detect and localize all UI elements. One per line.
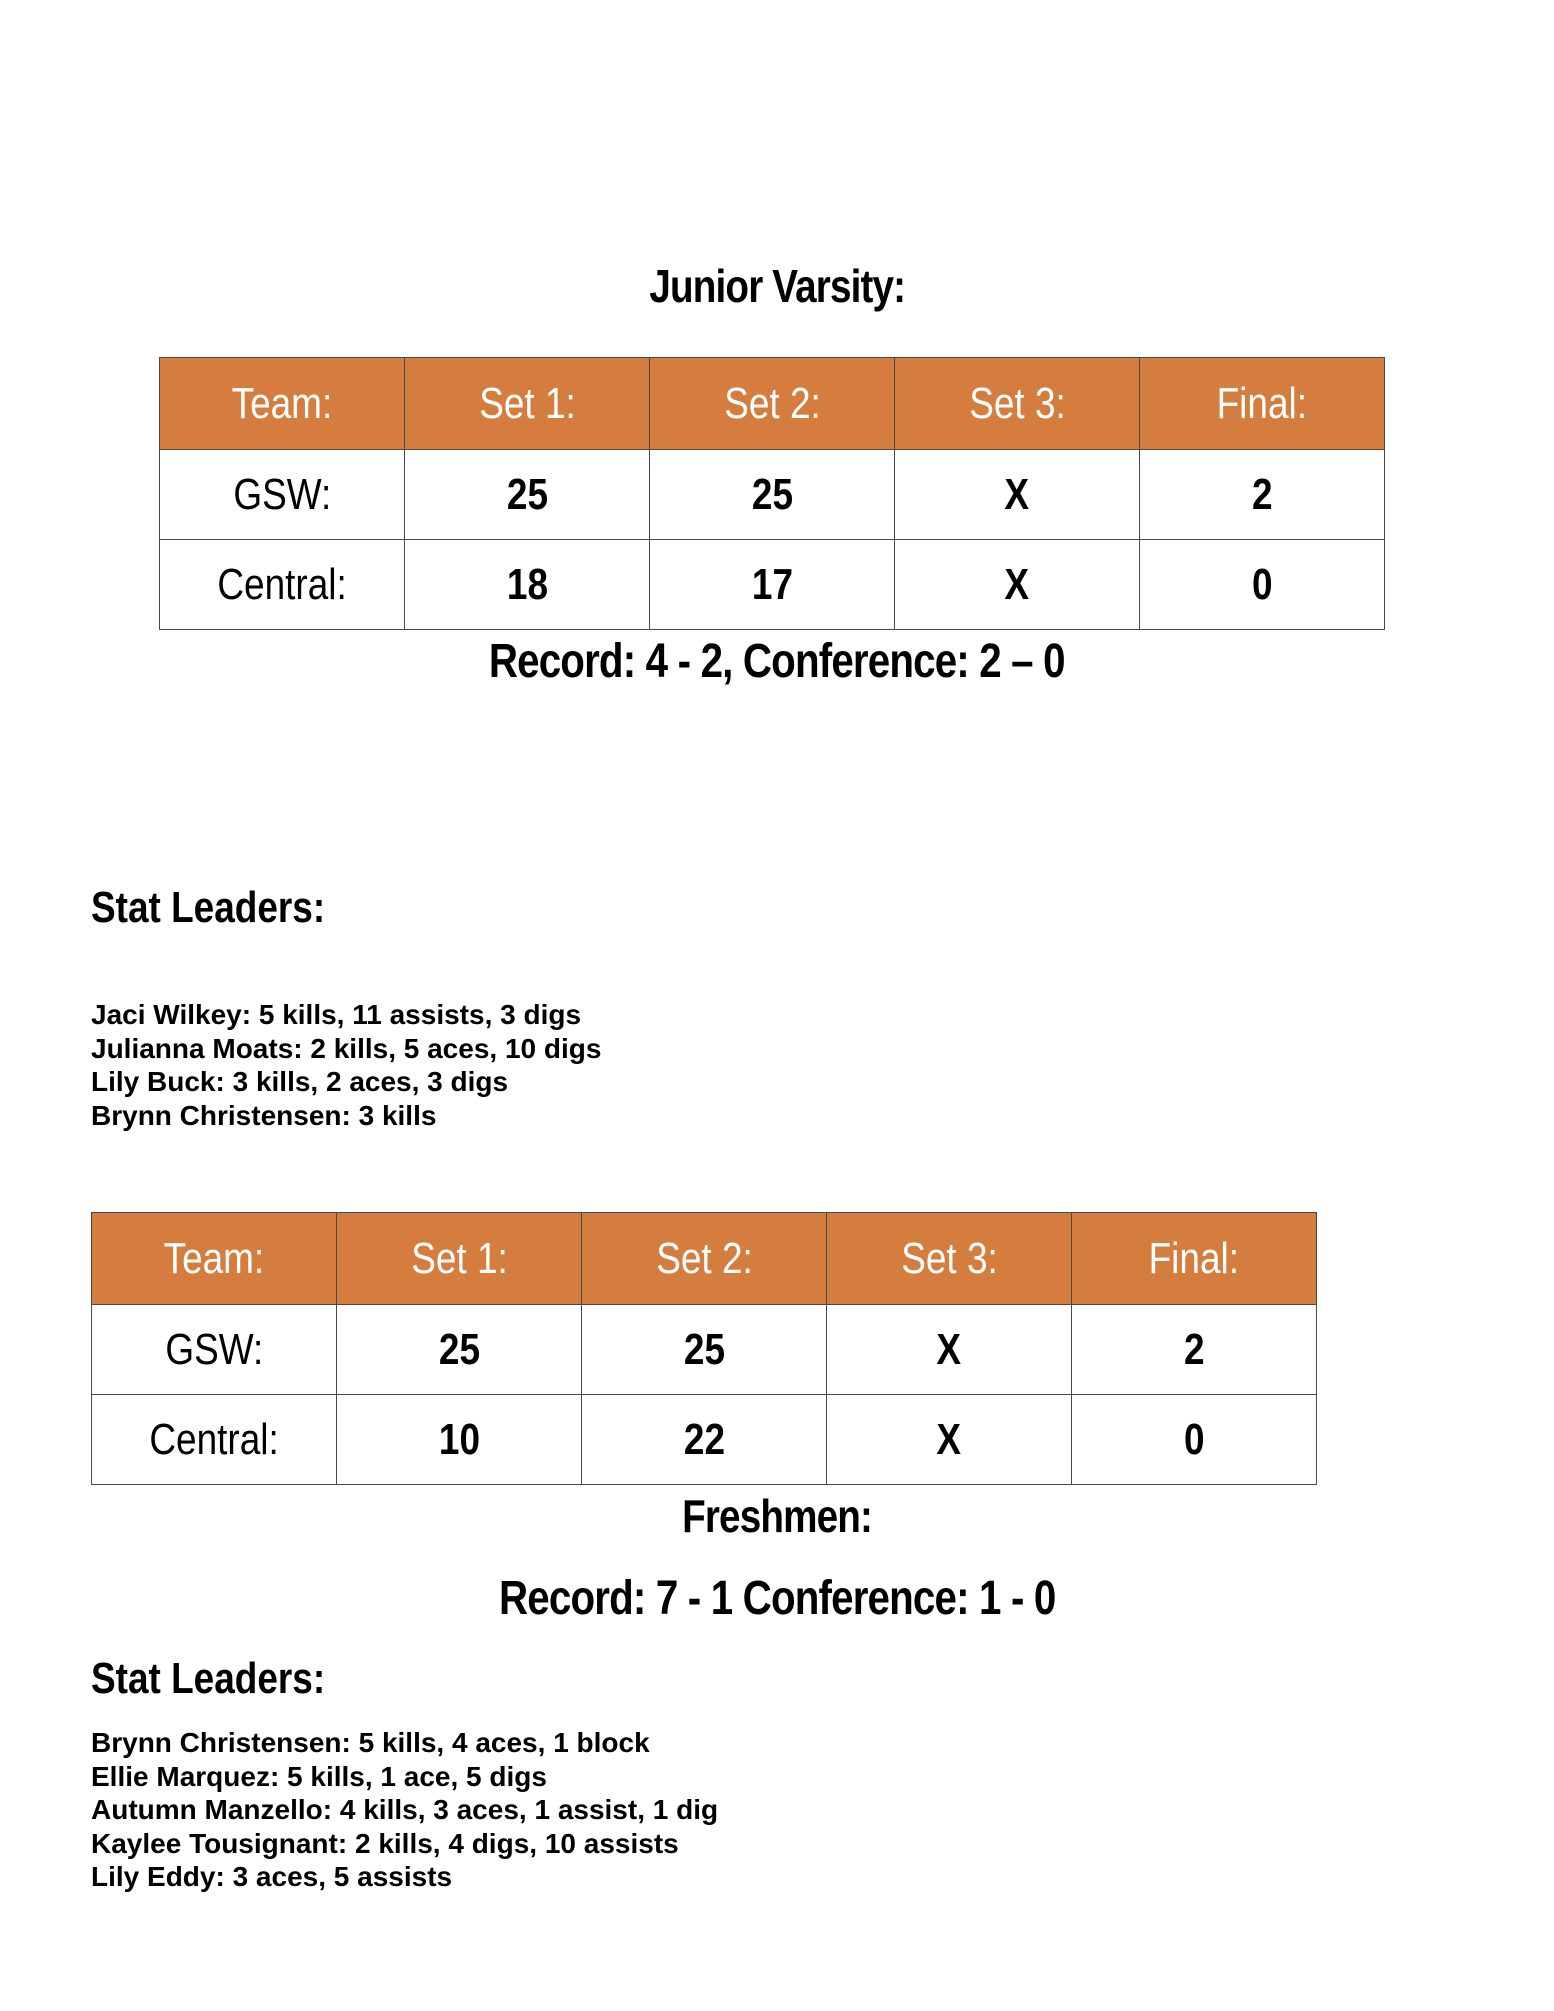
set-2-cell: 17 — [650, 540, 895, 630]
set-3-cell: X — [895, 540, 1140, 630]
fr-stat-leaders-title: Stat Leaders: — [91, 1654, 326, 1703]
team-cell: GSW: — [92, 1305, 337, 1395]
list-item: Autumn Manzello: 4 kills, 3 aces, 1 assist, 1 dig — [91, 1794, 719, 1826]
set-1-cell: 18 — [405, 540, 650, 630]
list-item: Brynn Christensen: 5 kills, 4 aces, 1 block — [91, 1727, 650, 1758]
set-2-cell: 25 — [650, 450, 895, 540]
final-cell: 2 — [1072, 1305, 1317, 1395]
header-final: Final: — [1072, 1213, 1317, 1305]
jv-stat-leaders-list — [91, 998, 601, 1132]
list-item: Brynn Christensen: 3 kills — [91, 1099, 437, 1131]
fr-stat-leaders-list — [91, 1726, 718, 1894]
table-row — [160, 540, 1385, 630]
table-row — [92, 1305, 1317, 1395]
header-set-3: Set 3: — [827, 1213, 1072, 1305]
set-3-cell: X — [827, 1305, 1072, 1395]
header-set-2: Set 2: — [650, 358, 895, 450]
header-set-1: Set 1: — [337, 1213, 582, 1305]
jv-stat-leaders-title: Stat Leaders: — [91, 883, 326, 932]
team-cell: Central: — [160, 540, 405, 630]
fr-heading: Freshmen: — [682, 1490, 872, 1542]
set-2-cell: 25 — [582, 1305, 827, 1395]
table-header-row — [92, 1213, 1317, 1305]
fr-score-table — [91, 1212, 1317, 1485]
final-cell: 0 — [1140, 540, 1385, 630]
header-team: Team: — [92, 1213, 337, 1305]
set-2-cell: 22 — [582, 1395, 827, 1485]
team-cell: Central: — [92, 1395, 337, 1485]
header-set-2: Set 2: — [582, 1213, 827, 1305]
table-row — [92, 1395, 1317, 1485]
set-3-cell: X — [827, 1395, 1072, 1485]
jv-record: Record: 4 - 2, Conference: 2 – 0 — [489, 635, 1065, 688]
list-item: Jaci Wilkey: 5 kills, 11 assists, 3 digs — [91, 999, 582, 1030]
list-item: Ellie Marquez: 5 kills, 1 ace, 5 digs — [91, 1760, 547, 1792]
header-team: Team: — [160, 358, 405, 450]
table-row — [160, 450, 1385, 540]
set-1-cell: 25 — [337, 1305, 582, 1395]
final-cell: 0 — [1072, 1395, 1317, 1485]
set-1-cell: 10 — [337, 1395, 582, 1485]
team-cell: GSW: — [160, 450, 405, 540]
list-item: Lily Eddy: 3 aces, 5 assists — [91, 1861, 453, 1893]
list-item: Lily Buck: 3 kills, 2 aces, 3 digs — [91, 1066, 509, 1098]
set-1-cell: 25 — [405, 450, 650, 540]
final-cell: 2 — [1140, 450, 1385, 540]
header-set-3: Set 3: — [895, 358, 1140, 450]
header-set-1: Set 1: — [405, 358, 650, 450]
list-item: Julianna Moats: 2 kills, 5 aces, 10 digs — [91, 1032, 602, 1064]
set-3-cell: X — [895, 450, 1140, 540]
jv-heading: Junior Varsity: — [649, 260, 905, 312]
header-final: Final: — [1140, 358, 1385, 450]
jv-score-table — [159, 357, 1385, 630]
table-header-row — [160, 358, 1385, 450]
fr-record: Record: 7 - 1 Conference: 1 - 0 — [498, 1572, 1056, 1625]
list-item: Kaylee Tousignant: 2 kills, 4 digs, 10 assists — [91, 1827, 679, 1859]
